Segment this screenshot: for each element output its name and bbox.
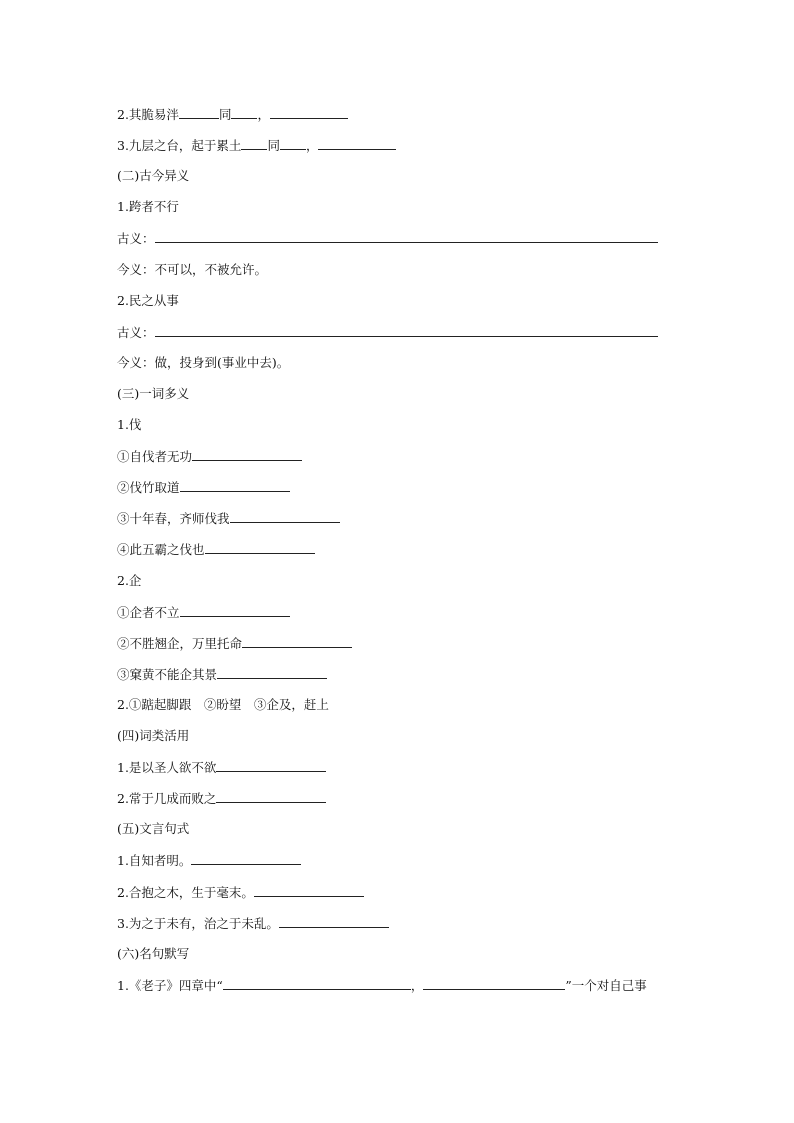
- answer-blank[interactable]: [231, 106, 257, 119]
- answer-blank[interactable]: [423, 977, 565, 990]
- text-line: [117, 977, 647, 994]
- answer-blank[interactable]: [223, 977, 411, 990]
- line-text: 1.《老子》四章中“: [117, 978, 223, 993]
- answer-blank[interactable]: [216, 759, 326, 772]
- line-text: (六)名句默写: [117, 946, 190, 961]
- answer-blank[interactable]: [205, 541, 315, 554]
- text-line: [117, 666, 327, 683]
- line-text: 2.民之从事: [117, 293, 179, 308]
- text-line: [117, 199, 179, 215]
- answer-blank[interactable]: [318, 137, 396, 150]
- answer-blank[interactable]: [280, 137, 306, 150]
- answer-blank[interactable]: [217, 666, 327, 679]
- answer-blank[interactable]: [179, 106, 219, 119]
- line-text: 同: [218, 107, 232, 122]
- text-line: [117, 884, 364, 901]
- answer-blank[interactable]: [192, 448, 302, 461]
- text-line: [117, 697, 329, 713]
- text-line: [117, 510, 340, 527]
- line-text: (三)一词多义: [117, 386, 190, 401]
- text-line: [117, 946, 189, 962]
- line-text: 3.为之于未有，治之于未乱。: [117, 916, 279, 931]
- answer-blank[interactable]: [279, 915, 389, 928]
- answer-blank[interactable]: [180, 479, 290, 492]
- answer-blank[interactable]: [180, 604, 290, 617]
- answer-blank[interactable]: [191, 852, 301, 865]
- line-text: (二)古今异义: [117, 168, 190, 183]
- text-line: [117, 604, 290, 621]
- text-line: [117, 324, 658, 341]
- answer-blank[interactable]: [242, 635, 352, 648]
- line-text: (五)文言句式: [117, 821, 190, 836]
- line-text: 今义：不可以，不被允许。: [117, 262, 268, 277]
- line-text: ③窠黄不能企其景: [117, 667, 218, 682]
- answer-blank[interactable]: [254, 884, 364, 897]
- line-text: ②伐竹取道: [117, 480, 180, 495]
- answer-blank[interactable]: [270, 106, 348, 119]
- text-line: [117, 759, 326, 776]
- text-line: [117, 479, 290, 496]
- line-text: 1.自知者明。: [117, 853, 192, 868]
- line-text: 2.企: [117, 573, 142, 588]
- line-text: 今义：做，投身到(事业中去)。: [117, 355, 290, 370]
- answer-blank[interactable]: [241, 137, 267, 150]
- text-line: [117, 106, 348, 123]
- line-text: 2.合抱之木，生于毫末。: [117, 885, 254, 900]
- line-text: 2.其脆易泮: [117, 107, 179, 122]
- answer-blank[interactable]: [216, 790, 326, 803]
- line-text: ④此五霸之伐也: [117, 542, 205, 557]
- line-text: 古义：: [117, 325, 155, 340]
- text-line: [117, 852, 301, 869]
- text-line: [117, 168, 189, 184]
- line-text: 1.跨者不行: [117, 199, 179, 214]
- line-text: ①自伐者无功: [117, 449, 193, 464]
- text-line: [117, 262, 267, 278]
- answer-blank[interactable]: [155, 230, 658, 243]
- text-line: [117, 448, 302, 465]
- text-line: [117, 915, 389, 932]
- line-text: 3.九层之台，起于累土: [117, 138, 242, 153]
- line-text: ③十年春，齐师伐我: [117, 511, 230, 526]
- line-text: ，: [305, 138, 319, 153]
- line-text: ，: [410, 978, 424, 993]
- answer-blank[interactable]: [155, 324, 658, 337]
- text-line: [117, 821, 189, 837]
- answer-blank[interactable]: [230, 510, 340, 523]
- line-text: ②不胜翘企，万里托命: [117, 636, 243, 651]
- text-line: [117, 137, 396, 154]
- text-line: [117, 541, 315, 558]
- line-text: 1.是以圣人欲不欲: [117, 760, 217, 775]
- line-text: ”一个对自己事: [565, 978, 647, 993]
- line-text: ①企者不立: [117, 605, 180, 620]
- line-text: (四)词类活用: [117, 728, 190, 743]
- text-line: [117, 790, 326, 807]
- text-line: [117, 728, 189, 744]
- text-line: [117, 635, 352, 652]
- text-line: [117, 293, 179, 309]
- line-text: 2.①踮起脚跟 ②盼望 ③企及，赶上: [117, 697, 329, 712]
- line-text: 2.常于几成而败之: [117, 791, 217, 806]
- line-text: 1.伐: [117, 417, 142, 432]
- line-text: ，: [257, 107, 270, 122]
- line-text: 同: [267, 138, 280, 153]
- text-line: [117, 355, 289, 371]
- text-line: [117, 573, 141, 589]
- text-line: [117, 230, 658, 247]
- text-line: [117, 386, 189, 402]
- text-line: [117, 417, 141, 433]
- line-text: 古义：: [117, 231, 155, 246]
